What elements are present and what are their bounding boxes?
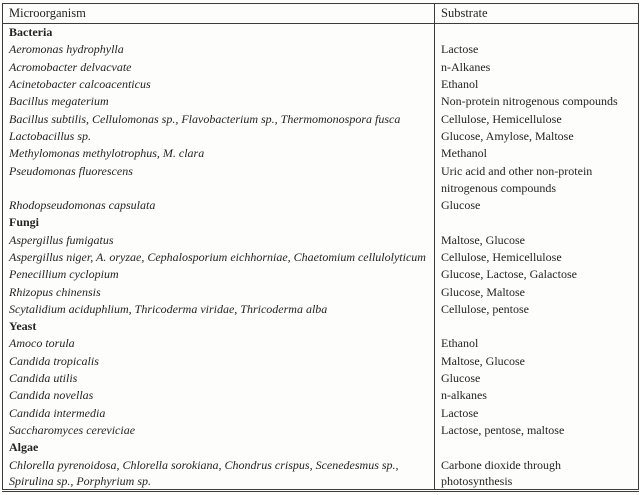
microorganism-cell [3, 179, 435, 196]
microorganism-cell: Fungi [3, 214, 435, 231]
table-row [3, 387, 639, 404]
table-row [3, 162, 639, 179]
microorganism-cell: Amoco torula [3, 335, 435, 352]
microorganism-cell: Pseudomonas fluorescens [3, 162, 435, 179]
substrate-cell: Ethanol [441, 336, 479, 351]
table-row [3, 58, 639, 75]
column-header-substrate: Substrate [435, 4, 639, 24]
microorganism-cell: Methylomonas methylotrophus, M. clara [3, 145, 435, 162]
table-header-row [3, 4, 639, 24]
substrate-cell: Carbone dioxide through [441, 457, 561, 472]
substrate-cell: Glucose, Maltose [441, 284, 525, 299]
microorganism-cell: Acinetobacter calcoacenticus [3, 75, 435, 92]
substrate-cell: Glucose [441, 198, 481, 213]
table-row [3, 75, 639, 92]
table-row [3, 404, 639, 421]
table-row [3, 179, 639, 196]
table-row [3, 473, 639, 491]
table-row [3, 231, 639, 248]
substrate-cell: nitrogenous compounds [441, 180, 556, 195]
microorganism-cell: Acromobacter delvacvate [3, 58, 435, 75]
substrate-cell [435, 318, 639, 335]
substrate-cell: Maltose, Glucose [441, 353, 525, 368]
substrate-cell: Cellulose, Hemicellulose [441, 250, 562, 264]
microorganism-cell: Scytalidium aciduphlium, Thricoderma viridae, Thricoderma alba [3, 300, 435, 317]
table-row [3, 24, 639, 41]
table-row [3, 456, 639, 473]
microorganism-cell: Bacillus megaterium [3, 93, 435, 110]
microorganism-substrate-table [2, 3, 639, 492]
table-row [3, 369, 639, 386]
microorganism-cell: Algae [3, 439, 435, 456]
substrate-cell [435, 24, 639, 41]
column-header-microorganism: Microorganism [3, 4, 435, 24]
table-row [3, 248, 639, 265]
microorganism-cell: Lactobacillus sp. [3, 127, 435, 144]
substrate-cell: n-alkanes [441, 388, 487, 403]
table-row [3, 127, 639, 144]
table-row [3, 439, 639, 456]
substrate-cell: Glucose, Amylose, Maltose [441, 128, 574, 143]
table-row [3, 352, 639, 369]
substrate-cell: Glucose, Lactose, Galactose [441, 267, 577, 282]
microorganism-cell: Candida novellas [3, 387, 435, 404]
substrate-cell [435, 439, 639, 456]
microorganism-cell: Bacillus subtilis, Cellulomonas sp., Flavobacterium sp., Thermomonospora fusca [3, 110, 435, 127]
table-row [3, 110, 639, 127]
table-row [3, 300, 639, 317]
microorganism-cell: Yeast [3, 318, 435, 335]
table-row [3, 266, 639, 283]
table-row [3, 93, 639, 110]
table-row [3, 421, 639, 438]
table-row [3, 283, 639, 300]
table-row [3, 318, 639, 335]
substrate-cell [435, 214, 639, 231]
microorganism-cell: Chlorella pyrenoidosa, Chlorella sorokiana, Chondrus crispus, Scenedesmus sp., [3, 456, 435, 473]
substrate-cell: Methanol [441, 146, 487, 161]
microorganism-cell: Candida intermedia [3, 404, 435, 421]
microorganism-cell: Candida utilis [3, 369, 435, 386]
substrate-cell: Uric acid and other non-protein [441, 163, 593, 178]
microorganism-cell: Penecillium cyclopium [3, 266, 435, 283]
table-row [3, 335, 639, 352]
substrate-cell: Lactose [441, 42, 479, 57]
microorganism-cell: Spirulina sp., Porphyrium sp. [3, 473, 435, 491]
microorganism-cell: Aspergillus fumigatus [3, 231, 435, 248]
substrate-cell: Glucose [441, 371, 481, 386]
substrate-cell: Lactose [441, 405, 479, 420]
table-row [3, 196, 639, 213]
substrate-cell: Cellulose, pentose [441, 301, 529, 316]
microorganism-cell: Rhizopus chinensis [3, 283, 435, 300]
microorganism-cell: Saccharomyces cereviciae [3, 421, 435, 438]
table-row [3, 145, 639, 162]
substrate-cell: Cellulose, Hemicellulose [441, 111, 562, 126]
substrate-cell: n-Alkanes [441, 59, 491, 74]
substrate-cell: Ethanol [441, 77, 479, 92]
substrate-cell: Non-protein nitrogenous compounds [441, 94, 618, 109]
table-row [3, 214, 639, 231]
microorganism-cell: Aeromonas hydrophylla [3, 41, 435, 58]
table-row [3, 41, 639, 58]
substrate-cell: Maltose, Glucose [441, 232, 525, 247]
microorganism-cell: Rhodopseudomonas capsulata [3, 196, 435, 213]
substrate-cell: photosynthesis [441, 474, 513, 489]
microorganism-cell: Bacteria [3, 24, 435, 41]
microorganism-cell: Aspergillus niger, A. oryzae, Cephalosporium eichhorniae, Chaetomium cellulolyticum [3, 248, 435, 265]
table-body [3, 24, 639, 491]
substrate-cell: Lactose, pentose, maltose [441, 422, 565, 437]
microorganism-cell: Candida tropicalis [3, 352, 435, 369]
